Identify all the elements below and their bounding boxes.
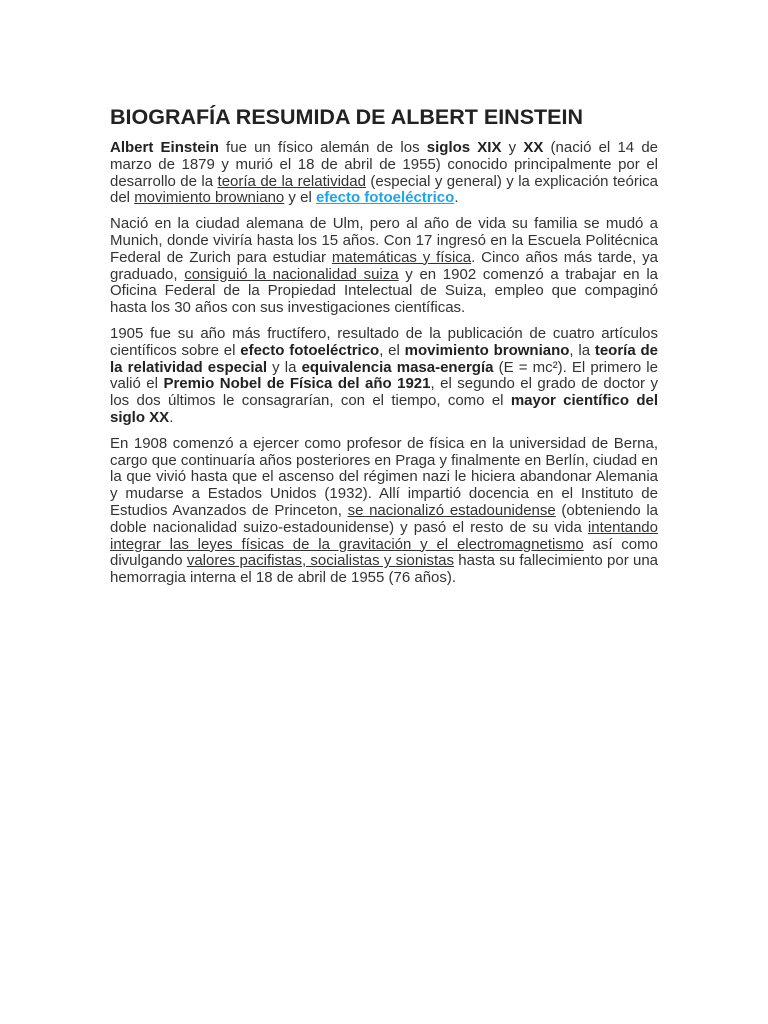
body-text: , la bbox=[569, 341, 595, 359]
bold-text: siglos XIX bbox=[426, 139, 502, 156]
body-text: En 1908 comenzó a ejercer como profesor de física en la universidad de Berna, cargo que continuaría años posteriores en Praga y finalmente en Berlín, ciudad en la que vivió hasta que el ascenso del régimen nazi le hiciera abandonar Alemania y mudarse a Estados Unidos (1932). Allí impartió docencia en el Instituto de Estudios Avanzados de Princeton, bbox=[110, 434, 658, 519]
bold-text: equivalencia masa-energía bbox=[301, 358, 494, 376]
body-text: Nació en la ciudad alemana de Ulm, pero al año de vida su familia se mudó a Munich, donde viviría hasta los 15 años. Con 17 ingresó en la Escuela Politécnica Federal de Zurich para estudiar bbox=[110, 215, 658, 266]
link-se-nacionalizo[interactable]: se nacionalizó estadounidense bbox=[347, 501, 556, 519]
link-valores-pacifistas[interactable]: valores pacifistas, socialistas y sionistas bbox=[186, 552, 455, 570]
document-page bbox=[110, 104, 658, 596]
paragraph-1 bbox=[110, 140, 658, 207]
body-text: y en 1902 comenzó a trabajar en la Oficina Federal de la Propiedad Intelectual de Suiza, empleo que compaginó hasta los 30 años con sus investigaciones científicas. bbox=[110, 265, 658, 317]
body-text: . bbox=[454, 189, 459, 207]
body-text: hasta su fallecimiento por una hemorragia interna el 18 de abril de 1955 (76 años). bbox=[110, 552, 658, 587]
bold-text: movimiento browniano bbox=[404, 341, 570, 359]
body-text: . Cinco años más tarde, ya graduado, bbox=[110, 248, 658, 283]
bold-text: teoría de la relatividad especial bbox=[110, 341, 658, 376]
body-text: (E = mc²). El primero le valió el bbox=[110, 358, 658, 393]
link-leyes-fisicas[interactable]: intentando integrar las leyes físicas de la gravitación y el electromagnetismo bbox=[110, 518, 658, 553]
body-text: (especial y general) y la explicación teórica del bbox=[110, 172, 658, 207]
paragraph-2 bbox=[110, 216, 658, 317]
bold-text: Premio Nobel de Física del año 1921 bbox=[163, 375, 431, 393]
paragraph-3 bbox=[110, 326, 658, 427]
link-movimiento-browniano[interactable]: movimiento browniano bbox=[134, 189, 285, 207]
paragraph-4 bbox=[110, 436, 658, 587]
link-matematicas-fisica[interactable]: matemáticas y física bbox=[331, 248, 472, 266]
body-text: y bbox=[501, 139, 524, 156]
body-text: 1905 fue su año más fructífero, resultado de la publicación de cuatro artículos científicos sobre el bbox=[110, 324, 658, 359]
link-nacionalidad-suiza[interactable]: consiguió la nacionalidad suiza bbox=[184, 265, 399, 283]
link-teoria-relatividad[interactable]: teoría de la relatividad bbox=[217, 172, 366, 190]
body-text: y el bbox=[284, 189, 316, 207]
body-text: (obteniendo la doble nacionalidad suizo-estadounidense) y pasó el resto de su vida bbox=[110, 501, 659, 536]
body-text: y la bbox=[267, 358, 302, 376]
bold-text: mayor científico del siglo XX bbox=[110, 392, 658, 426]
bold-text: efecto fotoeléctrico bbox=[240, 341, 380, 359]
bold-text: Albert Einstein bbox=[110, 139, 219, 156]
body-text: así como divulgando bbox=[110, 535, 658, 570]
body-text: , el bbox=[379, 341, 405, 359]
bold-text: XX bbox=[523, 139, 544, 156]
body-text: . bbox=[169, 408, 174, 426]
body-text: fue un físico alemán de los bbox=[218, 139, 427, 156]
body-text: (nació el 14 de marzo de 1879 y murió el 18 de abril de 1955) conocido principalmente por el desarrollo de la bbox=[110, 139, 659, 190]
body-text: , el segundo el grado de doctor y los dos últimos le consagrarían, con el tiempo, como el bbox=[110, 375, 659, 410]
link-efecto-fotoelectrico[interactable]: efecto fotoeléctrico bbox=[315, 189, 455, 207]
page-title: BIOGRAFÍA RESUMIDA DE ALBERT EINSTEIN bbox=[110, 105, 584, 129]
